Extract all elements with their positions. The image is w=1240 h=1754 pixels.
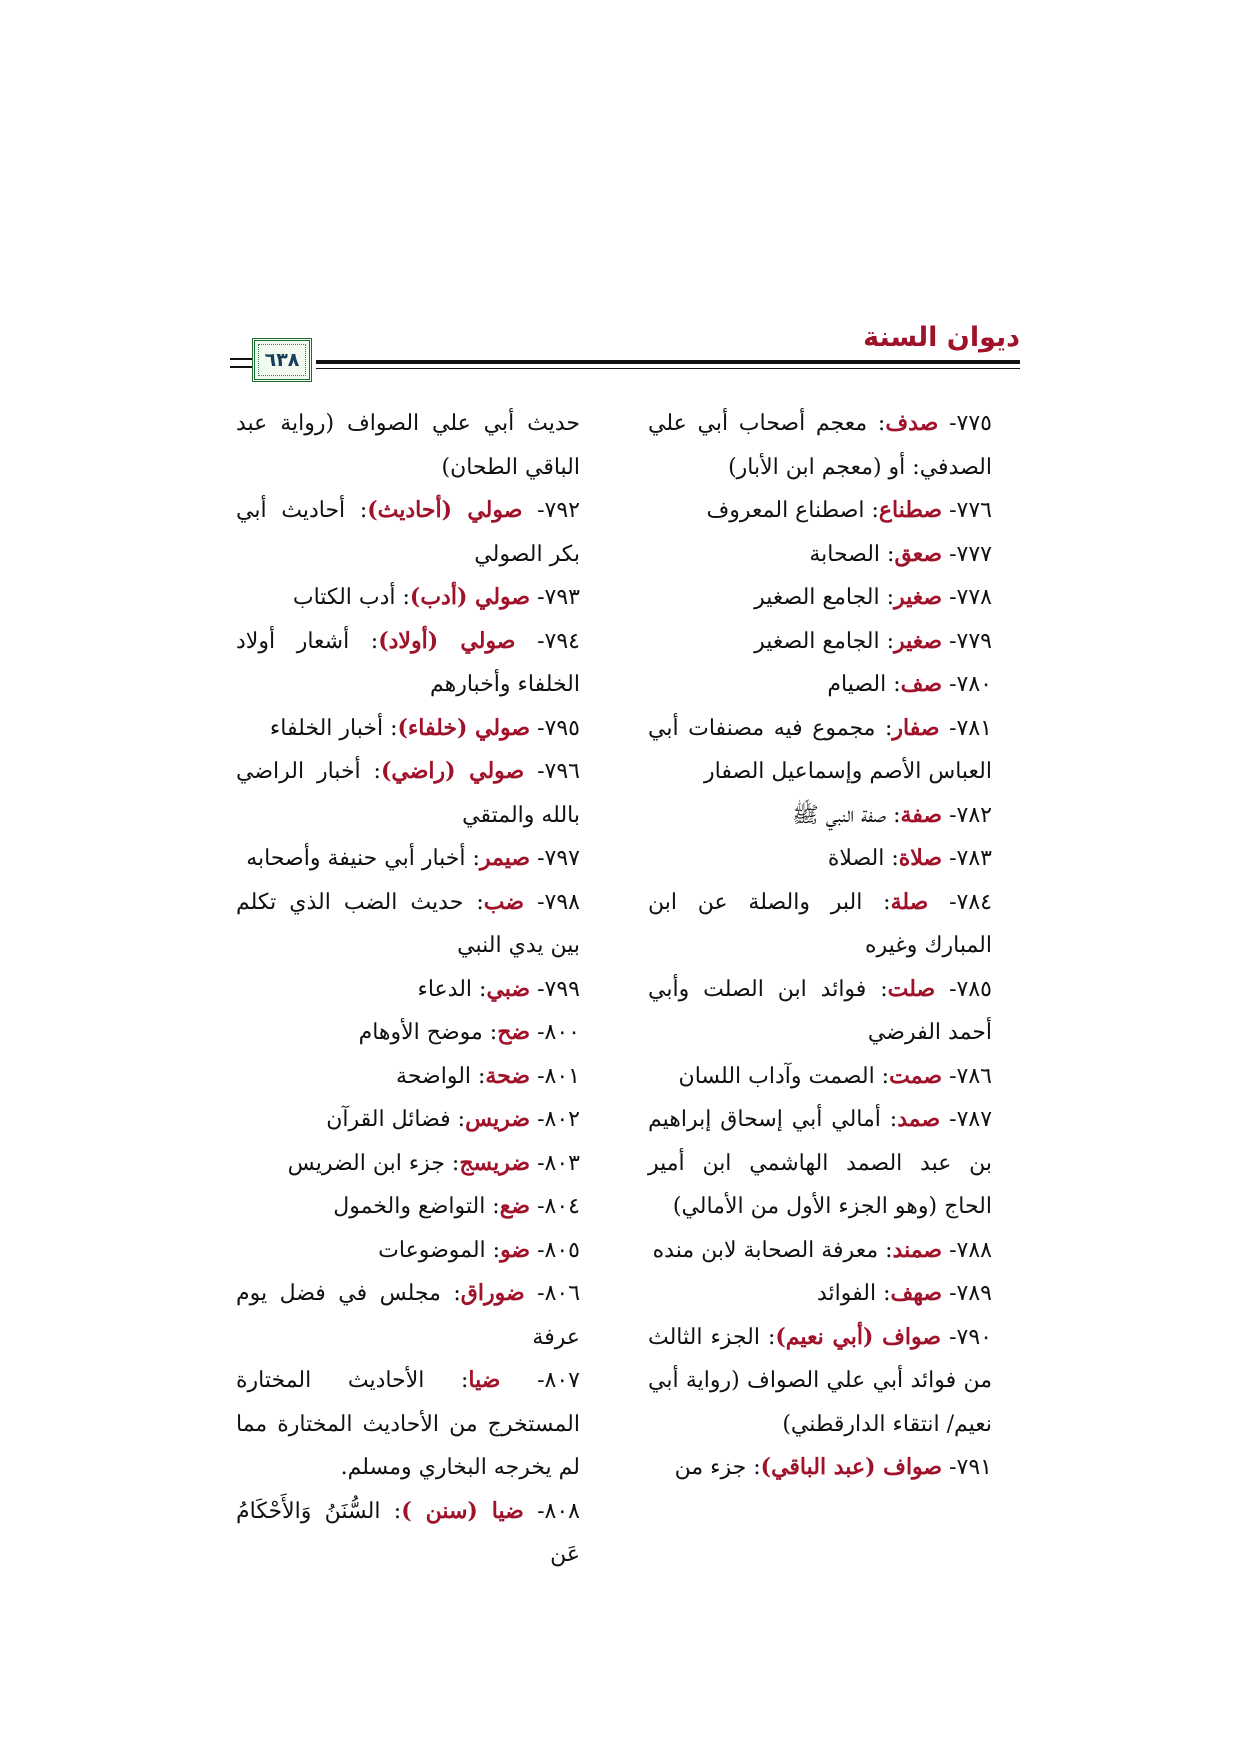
entry-key: ضريسج [459, 1149, 531, 1176]
entry-key: صطناع [878, 497, 943, 523]
index-entry [648, 533, 992, 577]
index-entry [648, 1272, 992, 1316]
index-entry [648, 837, 992, 881]
entry-key: صغير [894, 627, 943, 654]
entry-number: ٨٠٢- [530, 1107, 580, 1132]
index-entry [236, 576, 580, 620]
entry-number: ٧٩٤- [515, 628, 580, 654]
entry-number: ٨٠٥- [530, 1237, 580, 1263]
entry-number: ٨٠٦- [524, 1281, 581, 1306]
entry-title: : الصمت وآداب اللسان [678, 1063, 890, 1089]
index-entry [236, 881, 580, 968]
entry-title: : مجموع فيه مصنفات أبي العباس الأصم وإسماعيل الصفار [648, 715, 992, 784]
index-entry [648, 881, 992, 968]
entry-title: : الجامع الصغير [754, 628, 895, 654]
index-entry [236, 750, 580, 837]
entry-key: صفة [900, 801, 943, 828]
index-entry [648, 402, 992, 489]
entry-title: : الجامع الصغير [754, 585, 895, 610]
entry-key: صولي (أولاد) [378, 627, 516, 654]
page-header [230, 318, 1020, 390]
entry-number: ٧٩٠- [941, 1324, 992, 1350]
entry-number: ٧٩٩- [530, 976, 580, 1002]
index-entry [236, 402, 580, 489]
entry-title: : أخبار الخلفاء [269, 715, 398, 741]
entry-key: صولي (أدب) [409, 584, 531, 610]
entry-number: ٧٨٧- [940, 1107, 993, 1132]
index-entry [236, 620, 580, 707]
entry-title: : الأحاديث المختارة المستخرج من الأحاديث المختارة مما لم يخرجه البخاري ومسلم. [236, 1368, 580, 1480]
entry-key: ضحة [485, 1062, 531, 1089]
entry-title: : الجزء الثالث من فوائد أبي علي الصواف (رواية أبي نعيم/ انتقاء الدارقطني) [648, 1324, 992, 1437]
entry-key: صولي (خلفاء) [397, 714, 531, 741]
index-entry [236, 1490, 580, 1577]
entry-title: : معجم أصحاب أبي علي الصدفي: أو (معجم ابن الأبار) [648, 411, 992, 480]
index-entry [236, 1098, 580, 1142]
entry-title: : الصحابة [809, 541, 895, 567]
index-entry [648, 707, 992, 794]
entry-key: ضيا [468, 1367, 501, 1393]
entry-key: صيمر [479, 845, 531, 871]
entry-number: ٧٧٥- [938, 411, 992, 436]
entry-title: : صفة النبي ﷺ [792, 802, 901, 828]
entry-title: : حديث الضب الذي تكلم بين يدي النبي [236, 889, 580, 958]
page-number: ٦٣٨ [264, 349, 300, 371]
index-entry [648, 794, 992, 838]
entry-number: ٧٨٣- [942, 846, 992, 871]
index-entry [648, 489, 992, 533]
entry-key: صواف (عبد الباقي) [760, 1454, 943, 1480]
entry-number: ٧٨٤- [928, 889, 992, 915]
right-column [648, 402, 992, 1490]
entry-title: : جزء من [674, 1455, 761, 1480]
entry-number: ٧٨٠- [942, 672, 992, 697]
index-entry [648, 968, 992, 1055]
entry-title: : اصطناع المعروف [706, 498, 879, 523]
entry-key: صدف [885, 410, 939, 436]
index-entry [236, 1011, 580, 1055]
entry-title: : أحاديث أبي بكر الصولي [236, 498, 580, 567]
entry-key: صواف (أبي نعيم) [775, 1323, 942, 1350]
entry-title: : الواضحة [396, 1063, 486, 1089]
entry-key: صلاة [898, 845, 943, 871]
entry-title: : الصيام [827, 672, 901, 697]
entry-key: ضح [497, 1019, 531, 1045]
header-rule-thin [316, 368, 1020, 369]
index-entry [648, 1098, 992, 1229]
entry-key: صولي (أحاديث) [367, 497, 523, 523]
index-entry [236, 1272, 580, 1359]
entry-number: ٧٨٢- [942, 802, 992, 828]
entry-title: : الدعاء [417, 976, 487, 1002]
entry-title: : فضائل القرآن [326, 1107, 466, 1132]
index-entry [648, 620, 992, 664]
index-entry [648, 1316, 992, 1447]
entry-key: ضوراق [460, 1280, 525, 1306]
entry-key: صمند [892, 1236, 943, 1263]
index-entry [236, 489, 580, 576]
entry-title: : السُّنَنُ وَالأَحْكَامُ عَن [236, 1498, 580, 1567]
entry-number: ٧٨١- [939, 715, 992, 741]
index-entry [648, 1055, 992, 1099]
entry-title: : الفوائد [817, 1281, 891, 1306]
entry-key: صولي (راضي) [380, 758, 525, 784]
index-entry [236, 1142, 580, 1186]
entry-key: ضبي [486, 975, 531, 1002]
entry-number: ٨٠٨- [523, 1498, 580, 1524]
entry-key: صفار [892, 714, 940, 741]
entry-number: ٨٠١- [530, 1063, 580, 1089]
entry-key: صغير [894, 584, 943, 610]
entry-number: ٧٧٧- [942, 541, 992, 567]
entry-key: ضع [499, 1193, 531, 1219]
entry-key: صعق [894, 540, 943, 567]
header-rule-thick [316, 360, 1020, 364]
entry-title: : أدب الكتاب [292, 585, 410, 610]
entry-title: : أخبار أبي حنيفة وأصحابه [246, 846, 480, 871]
index-entry [648, 1446, 992, 1490]
entry-title: : أخبار الراضي بالله والمتقي [236, 759, 580, 828]
entry-number: ٧٨٨- [942, 1237, 992, 1263]
left-column [236, 402, 580, 1577]
index-entry [648, 663, 992, 707]
entry-key: صمد [897, 1106, 941, 1132]
index-entry [236, 1055, 580, 1099]
entry-title: : البر والصلة عن ابن المبارك وغيره [648, 889, 992, 958]
index-entry [236, 837, 580, 881]
entry-number: ٧٩٦- [524, 759, 580, 784]
entry-number: ٧٩١- [942, 1455, 992, 1480]
index-entry [236, 707, 580, 751]
entry-title: : موضح الأوهام [358, 1020, 498, 1045]
index-entry [236, 1359, 580, 1490]
page-number-badge [252, 338, 312, 382]
entry-number: ٧٧٦- [942, 498, 992, 523]
entry-number: ٧٩٣- [530, 585, 580, 610]
entry-number: ٧٩٨- [524, 889, 580, 915]
entry-key: ضيا (سنن ) [401, 1497, 524, 1524]
entry-title: : جزء ابن الضريس [287, 1150, 460, 1176]
entry-number: ٧٩٥- [530, 715, 580, 741]
entry-key: صلت [887, 975, 936, 1002]
entry-title: : أمالي أبي إسحاق إبراهيم بن عبد الصمد الهاشمي ابن أمير الحاج (وهو الجزء الأول من الأمالي) [648, 1107, 992, 1219]
entry-key: ضب [483, 888, 525, 915]
entry-number: ٨٠٠- [530, 1020, 580, 1045]
entry-number: ٧٧٩- [942, 628, 992, 654]
entry-title: : مجلس في فضل يوم عرفة [236, 1281, 580, 1350]
entry-number: ٧٨٦- [942, 1063, 992, 1089]
entry-title: : الموضوعات [378, 1237, 501, 1263]
entry-title: : التواضع والخمول [333, 1194, 500, 1219]
entry-number: ٧٩٢- [522, 498, 580, 523]
entry-key: ضو [500, 1236, 531, 1263]
index-entry [648, 576, 992, 620]
header-rule-left [230, 366, 252, 368]
entry-title: : الصلاة [827, 846, 899, 871]
entry-title: : أشعار أولاد الخلفاء وأخبارهم [236, 628, 580, 697]
entry-key: ضريس [465, 1106, 531, 1132]
entry-key: صف [900, 671, 943, 697]
entry-number: ٨٠٣- [530, 1150, 580, 1176]
entry-key: صمت [889, 1062, 943, 1089]
entry-number: ٧٨٩- [942, 1281, 992, 1306]
entry-key: صهف [890, 1280, 943, 1306]
index-entry [236, 1185, 580, 1229]
entry-number: ٧٧٨- [942, 585, 992, 610]
entry-key: صلة [890, 888, 929, 915]
entry-title: حديث أبي علي الصواف (رواية عبد الباقي الطحان) [236, 411, 580, 480]
entry-number: ٧٨٥- [935, 976, 992, 1002]
book-title: ديوان السنة [863, 322, 1020, 353]
entry-title: : معرفة الصحابة لابن منده [652, 1237, 893, 1263]
entry-title: : فوائد ابن الصلت وأبي أحمد الفرضي [648, 976, 992, 1045]
entry-number: ٨٠٤- [530, 1194, 580, 1219]
entry-number: ٧٩٧- [530, 846, 580, 871]
entry-number: ٨٠٧- [500, 1368, 580, 1393]
header-rule-left [230, 358, 252, 360]
index-entry [648, 1229, 992, 1273]
index-entry [236, 1229, 580, 1273]
index-entry [236, 968, 580, 1012]
